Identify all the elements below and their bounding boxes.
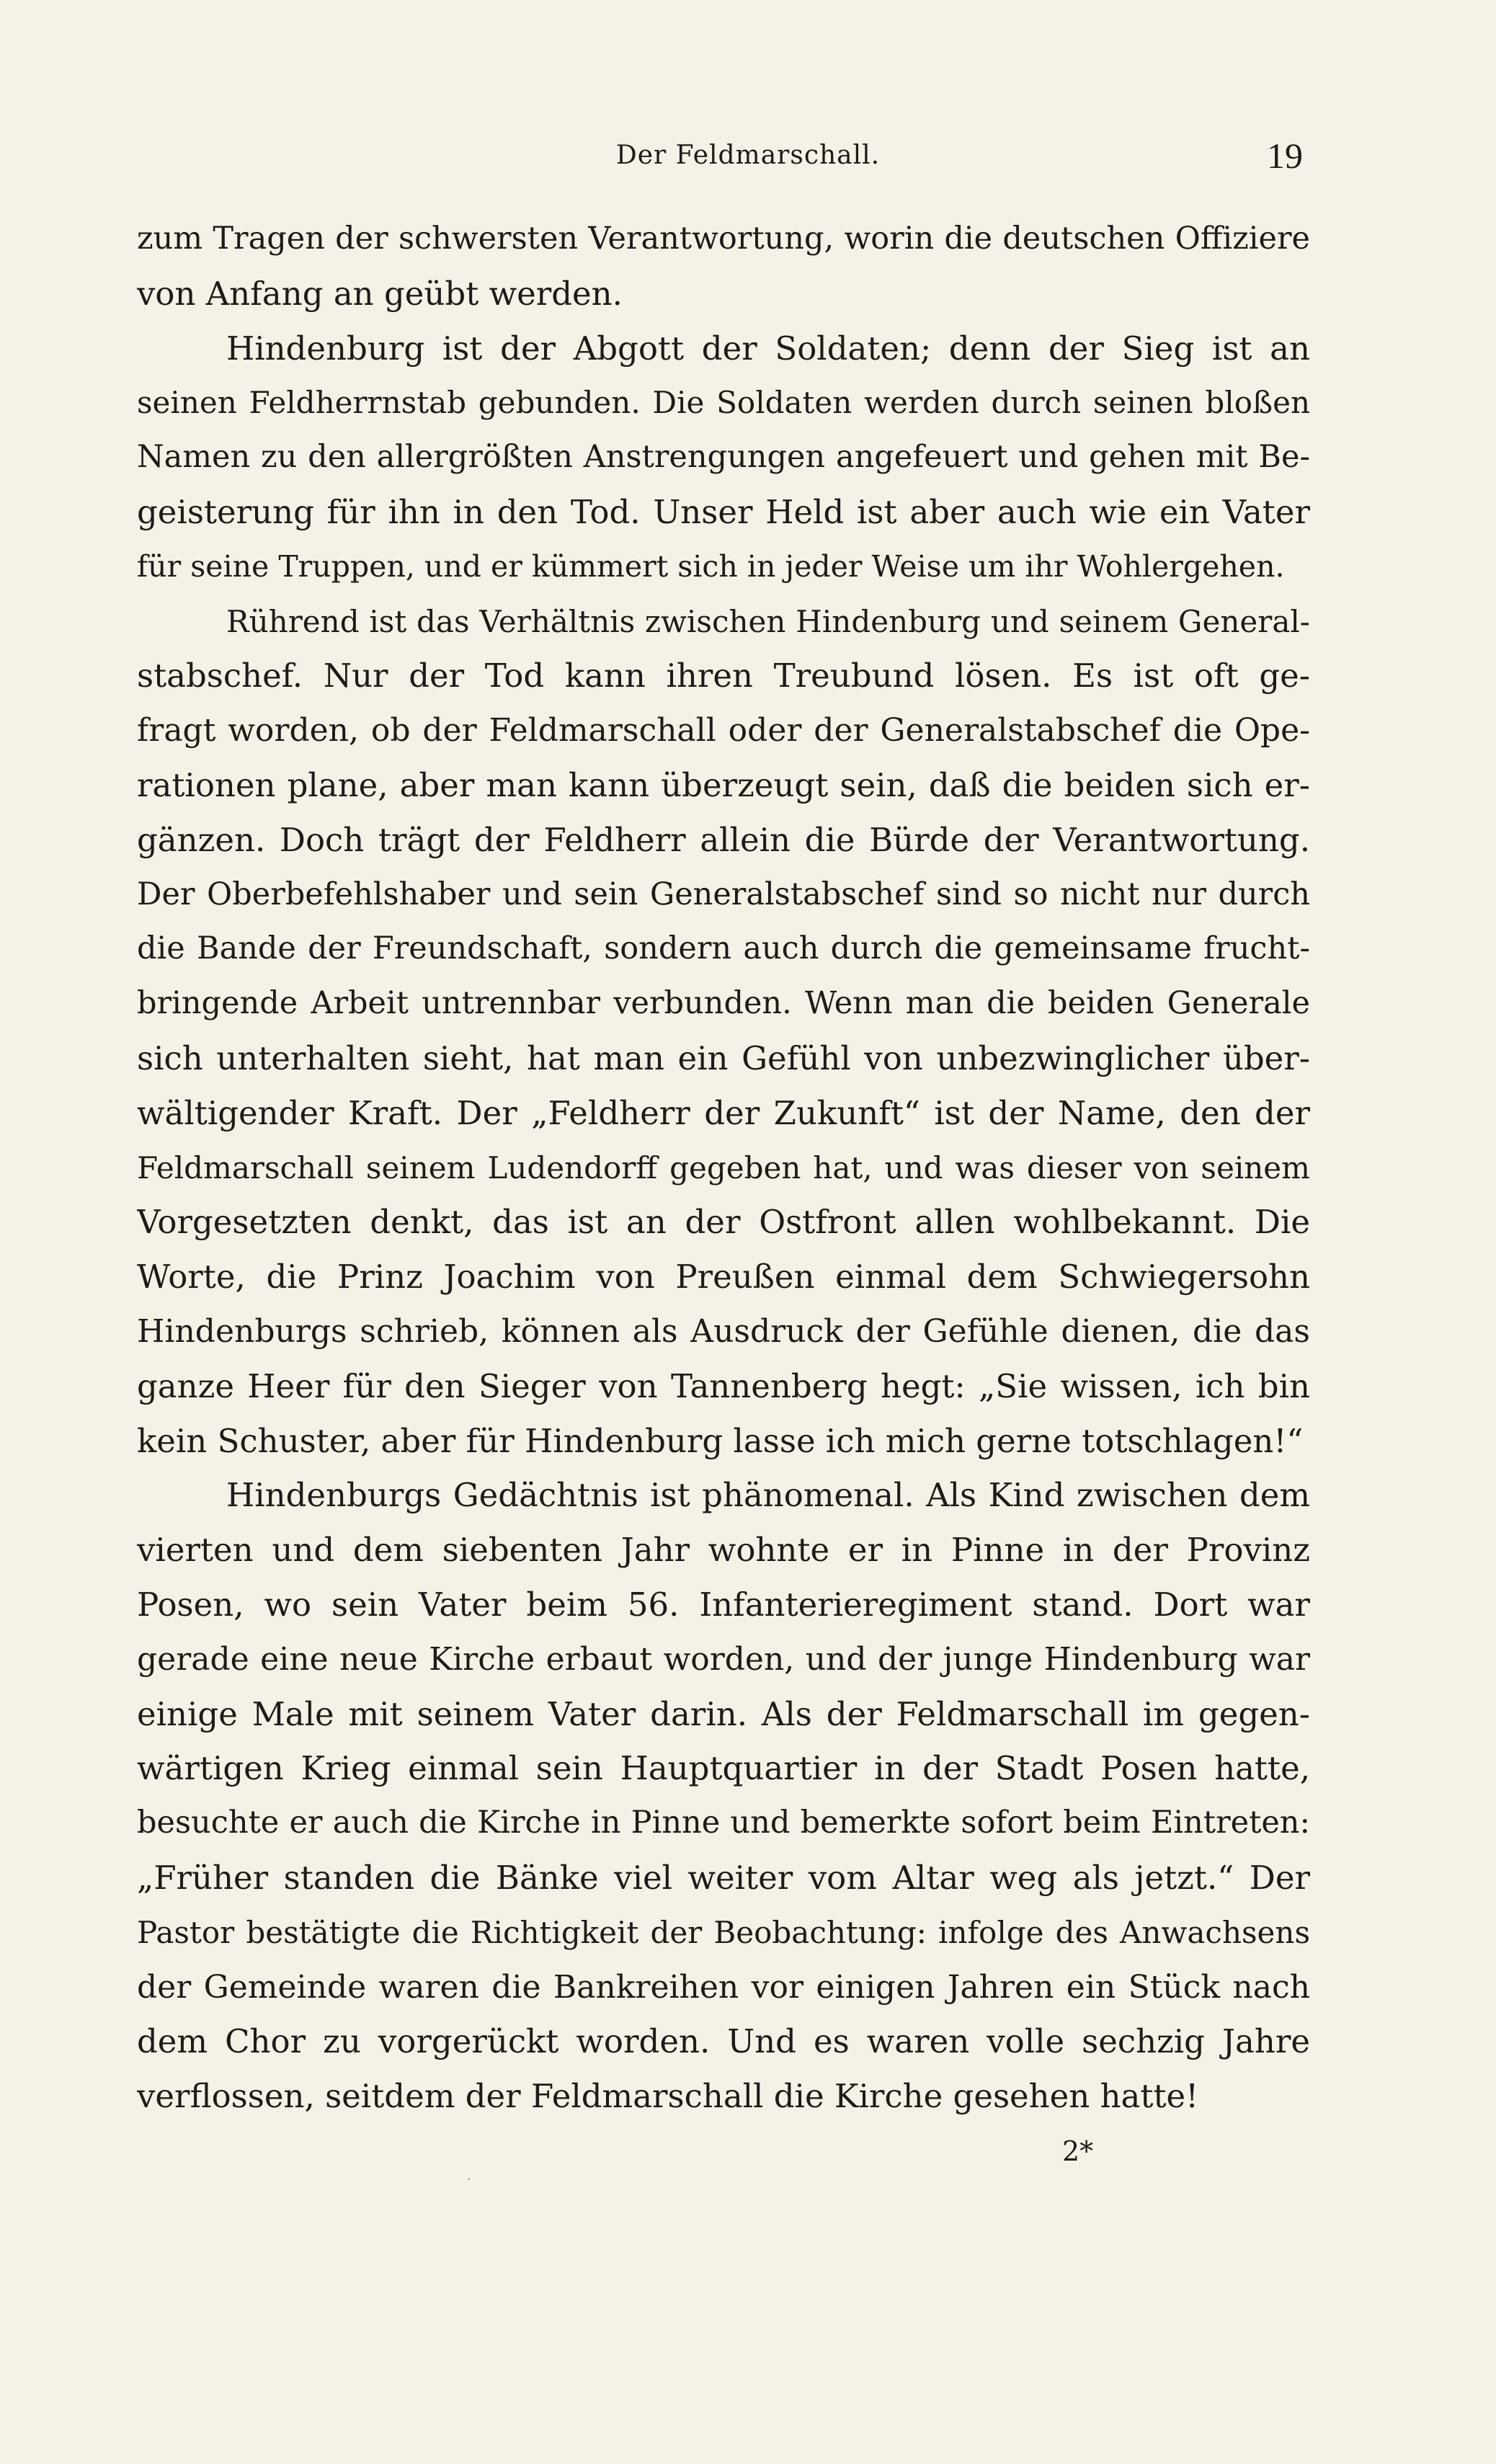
text-line: bringende Arbeit untrennbar verbunden. Wenn man die beiden Generale bbox=[137, 985, 1310, 1022]
text-line: rationen plane, aber man kann überzeugt sein, daß die beiden sich er- bbox=[137, 765, 1310, 804]
text-line: dem Chor zu vorgerückt worden. Und es waren volle sechzig Jahre bbox=[137, 2022, 1310, 2061]
text-line: ganze Heer für den Sieger von Tannenberg hegt: „Sie wissen, ich bin bbox=[137, 1366, 1310, 1405]
text-line: die Bande der Freundschaft, sondern auch durch die gemeinsame frucht- bbox=[137, 930, 1310, 967]
text-line: wärtigen Krieg einmal sein Hauptquartier in der Stadt Posen hatte, bbox=[137, 1749, 1310, 1788]
text-line: Pastor bestätigte die Richtigkeit der Beobachtung: infolge des Anwachsens bbox=[137, 1914, 1310, 1950]
running-head bbox=[0, 135, 1496, 176]
paper-speck bbox=[468, 2178, 470, 2180]
text-line: Hindenburg ist der Abgott der Soldaten; denn der Sieg ist an bbox=[226, 329, 1310, 368]
text-line: der Gemeinde waren die Bankreihen vor einigen Jahren ein Stück nach bbox=[137, 1968, 1310, 2006]
running-head-title: Der Feldmarschall. bbox=[615, 141, 881, 170]
text-line: gänzen. Doch trägt der Feldherr allein die Bürde der Verantwortung. bbox=[137, 820, 1310, 859]
text-line: geisterung für ihn in den Tod. Unser Held ist aber auch wie ein Vater bbox=[137, 492, 1310, 531]
text-line: verflossen, seitdem der Feldmarschall die Kirche gesehen hatte! bbox=[137, 2077, 1199, 2116]
text-line: Vorgesetzten denkt, das ist an der Ostfront allen wohlbekannt. Die bbox=[137, 1203, 1310, 1242]
text-line: von Anfang an geübt werden. bbox=[137, 274, 623, 313]
text-line: Der Oberbefehlshaber und sein Generalstabschef sind so nicht nur durch bbox=[137, 876, 1310, 912]
text-line: stabschef. Nur der Tod kann ihren Treubund lösen. Es ist oft ge- bbox=[137, 657, 1310, 695]
text-line: Posen, wo sein Vater beim 56. Infanterieregiment stand. Dort war bbox=[137, 1585, 1310, 1624]
text-line: Feldmarschall seinem Ludendorff gegeben hat, und was dieser von seinem bbox=[137, 1149, 1310, 1186]
text-line: Hindenburgs schrieb, können als Ausdruck der Gefühle dienen, die das bbox=[137, 1312, 1310, 1350]
text-line: für seine Truppen, und er kümmert sich in jeder Weise um ihr Wohlergehen. bbox=[137, 548, 1285, 584]
text-line: zum Tragen der schwersten Verantwortung, worin die deutschen Offiziere bbox=[137, 221, 1310, 257]
text-line: sich unterhalten sieht, hat man ein Gefühl von unbezwinglicher über- bbox=[137, 1038, 1310, 1077]
text-line: Hindenburgs Gedächtnis ist phänomenal. Als Kind zwischen dem bbox=[226, 1476, 1310, 1515]
text-line: wältigender Kraft. Der „Feldherr der Zukunft“ ist der Name, den der bbox=[137, 1093, 1310, 1132]
text-line: Rührend ist das Verhältnis zwischen Hindenburg und seinem General- bbox=[226, 603, 1310, 639]
page-number: 19 bbox=[1267, 135, 1303, 176]
text-line: vierten und dem siebenten Jahr wohnte er in Pinne in der Provinz bbox=[137, 1531, 1310, 1570]
text-line: kein Schuster, aber für Hindenburg lasse ich mich gerne totschlagen!“ bbox=[137, 1421, 1304, 1460]
text-line: seinen Feldherrnstab gebunden. Die Soldaten werden durch seinen bloßen bbox=[137, 385, 1310, 421]
text-line: fragt worden, ob der Feldmarschall oder der Generalstabschef die Ope- bbox=[137, 712, 1310, 750]
text-line: gerade eine neue Kirche erbaut worden, und der junge Hindenburg war bbox=[137, 1640, 1310, 1678]
signature-mark: 2* bbox=[1062, 2135, 1094, 2167]
text-line: besuchte er auch die Kirche in Pinne und bemerkte sofort beim Eintreten: bbox=[137, 1805, 1310, 1841]
text-line: „Früher standen die Bänke viel weiter vom Altar weg als jetzt.“ Der bbox=[137, 1858, 1310, 1897]
text-line: Namen zu den allergrößten Anstrengungen angefeuert und gehen mit Be- bbox=[137, 439, 1310, 476]
text-line: einige Male mit seinem Vater darin. Als der Feldmarschall im gegen- bbox=[137, 1694, 1310, 1733]
body-text bbox=[137, 212, 1310, 2124]
text-line: Worte, die Prinz Joachim von Preußen einmal dem Schwiegersohn bbox=[137, 1258, 1310, 1297]
